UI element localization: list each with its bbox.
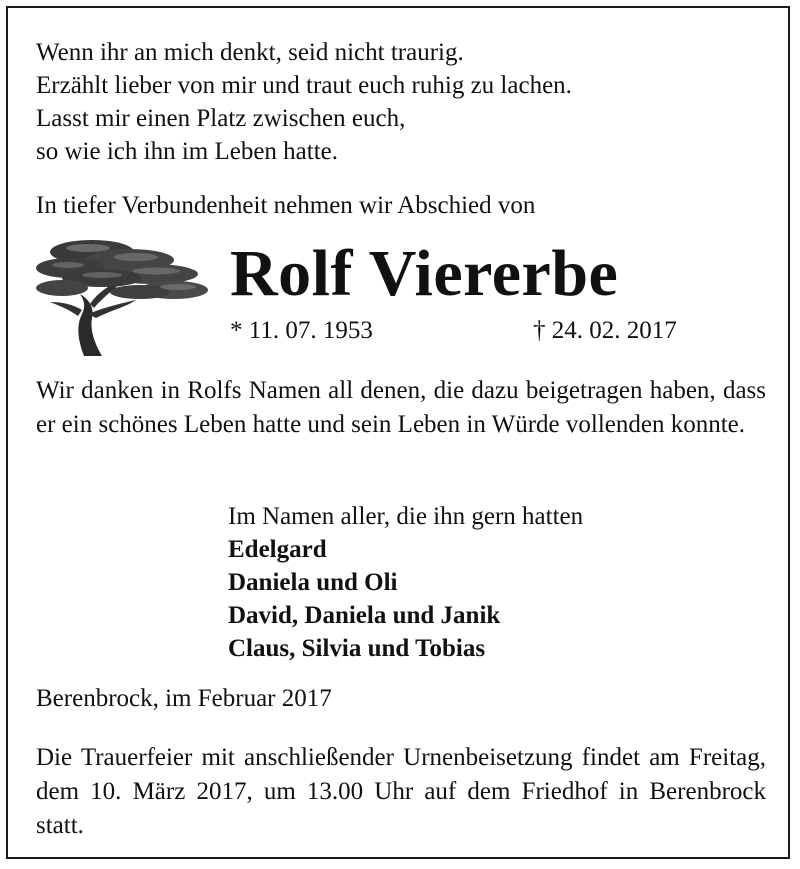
tree-icon	[32, 230, 212, 360]
farewell-intro: In tiefer Verbundenheit nehmen wir Abschied von	[36, 192, 536, 219]
ceremony-paragraph: Die Trauerfeier mit anschließender Urnenbeisetzung findet am Freitag, dem 10. März 2017, um 13.00 Uhr auf dem Friedhof in Berenbrock statt.	[36, 744, 766, 839]
signer-name: Edelgard	[228, 536, 327, 563]
place-date: Berenbrock, im Februar 2017	[36, 685, 332, 712]
signers-heading: Im Namen aller, die ihn gern hatten	[228, 503, 584, 530]
birth-date: * 11. 07. 1953	[230, 317, 373, 344]
signer-name: Daniela und Oli	[228, 569, 398, 596]
poem-line: Lasst mir einen Platz zwischen euch,	[36, 105, 406, 132]
deceased-name: Rolf Viererbe	[230, 237, 619, 310]
poem-line: so wie ich ihn im Leben hatte.	[36, 138, 339, 165]
poem-line: Erzählt lieber von mir und traut euch ruhig zu lachen.	[36, 72, 572, 99]
signer-name: David, Daniela und Janik	[228, 602, 501, 629]
signer-name: Claus, Silvia und Tobias	[228, 635, 486, 662]
obituary-notice	[6, 6, 790, 859]
poem	[36, 36, 572, 168]
signers	[228, 500, 583, 665]
poem-line: Wenn ihr an mich denkt, seid nicht traurig.	[36, 39, 464, 66]
thanks-paragraph: Wir danken in Rolfs Namen all denen, die dazu beigetragen haben, dass er ein schönes Leben hatte und sein Leben in Würde vollenden konnte.	[36, 377, 766, 438]
death-date: † 24. 02. 2017	[533, 317, 677, 344]
